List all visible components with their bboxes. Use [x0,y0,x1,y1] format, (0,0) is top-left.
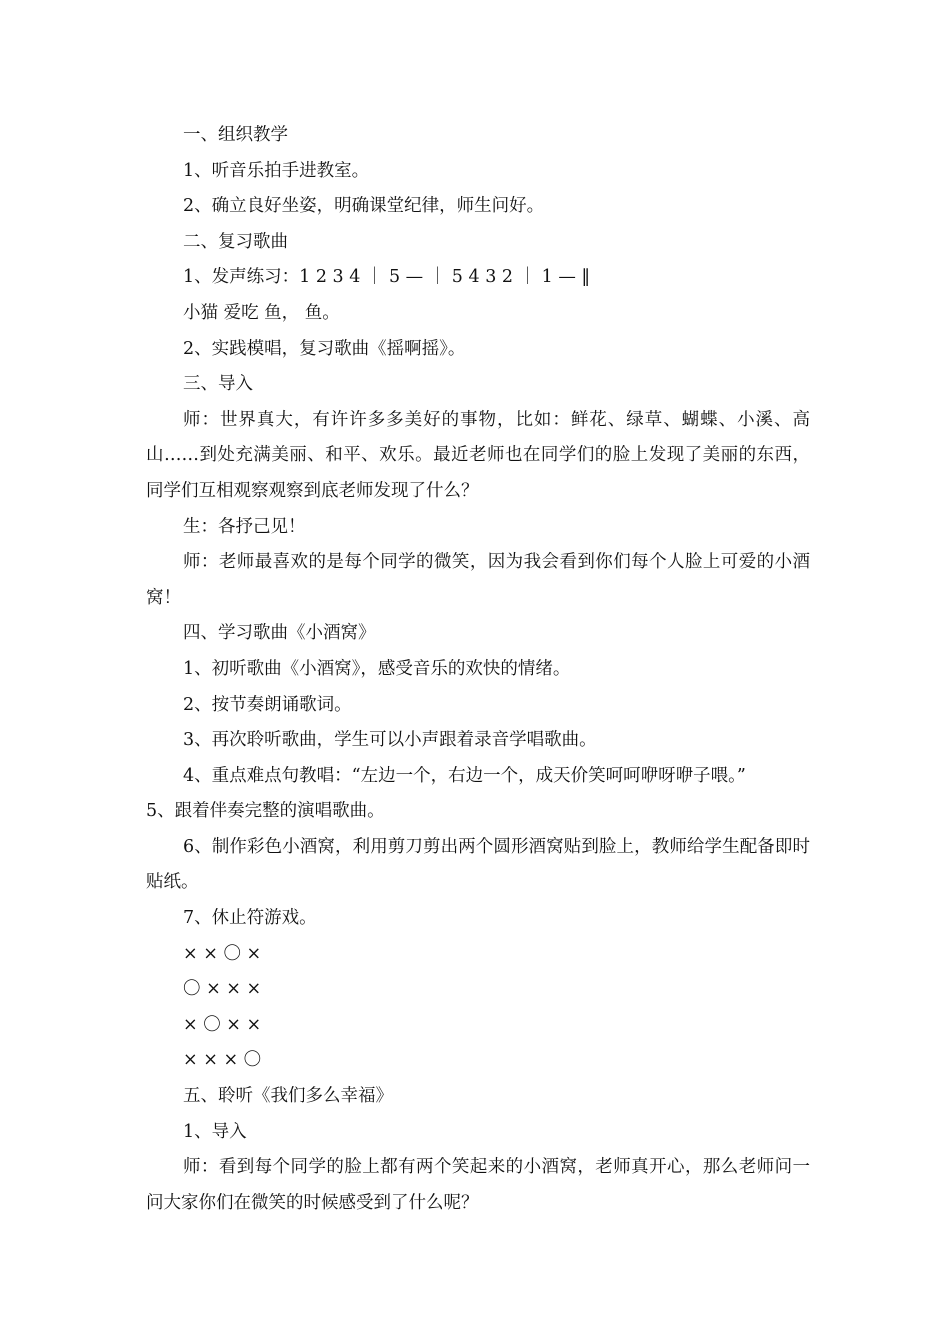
step-sing-with-accompaniment: 5、跟着伴奏完整的演唱歌曲。 [146,801,385,822]
step-make-dimples: 6、制作彩色小酒窝，利用剪刀剪出两个圆形酒窝贴到脸上，教师给学生配备即时贴纸。 [146,836,810,893]
section-heading-review-song: 二、复习歌曲 [183,231,288,252]
step-review-yaoayao: 2、实践模唱，复习歌曲《摇啊摇》。 [183,338,466,359]
step-recite-lyrics: 2、按节奏朗诵歌词。 [183,694,352,715]
section-heading-listen-happy: 五、聆听《我们多么幸福》 [183,1086,393,1107]
step-introduction-2: 1、导入 [183,1121,247,1142]
teacher-speech-smile: 师：老师最喜欢的是每个同学的微笑，因为我会看到你们每个人脸上可爱的小酒窝！ [146,552,810,608]
document-body [146,118,810,1221]
step-rest-game: 7、休止符游戏。 [183,908,317,929]
step-listen-again: 3、再次聆听歌曲，学生可以小声跟着录音学唱歌曲。 [183,730,597,751]
step-enter-classroom: 1、听音乐拍手进教室。 [183,160,370,181]
step-posture-discipline: 2、确立良好坐姿，明确课堂纪律，师生问好。 [183,196,545,217]
teacher-speech-question: 师：看到每个同学的脸上都有两个笑起来的小酒窝，老师真开心，那么老师问一问大家你们在微笑的时候感受到了什么呢？ [146,1157,810,1213]
section-heading-introduction: 三、导入 [183,374,253,395]
student-response: 生：各抒己见！ [183,516,306,537]
step-key-phrase: 4、重点难点句教唱：“左边一个，右边一个，成天价笑呵呵咿呀咿子喂。” [183,765,746,786]
rhythm-row-2: 〇 × × × [183,979,262,1000]
section-heading-learn-song: 四、学习歌曲《小酒窝》 [183,623,376,644]
vocal-exercise-notation: 1、发声练习：1 2 3 4 ｜ 5 — ｜ 5 4 3 2 ｜ 1 — ‖ [183,267,591,288]
rhythm-row-3: × 〇 × × [183,1014,262,1035]
rhythm-row-1: × × 〇 × [183,943,262,964]
section-heading-organize-teaching: 一、组织教学 [183,125,288,145]
step-first-listen: 1、初听歌曲《小酒窝》，感受音乐的欢快的情绪。 [183,658,571,679]
vocal-exercise-lyrics: 小猫 爱吃 鱼， 鱼。 [183,302,340,323]
teacher-speech-world: 师：世界真大，有许许多多美好的事物，比如：鲜花、绿草、蝴蝶、小溪、高山……到处充满美丽、和平、欢乐。最近老师也在同学们的脸上发现了美丽的东西，同学们互相观察观察到底老师发现了什么？ [146,409,810,501]
rhythm-row-4: × × × 〇 [183,1050,262,1071]
